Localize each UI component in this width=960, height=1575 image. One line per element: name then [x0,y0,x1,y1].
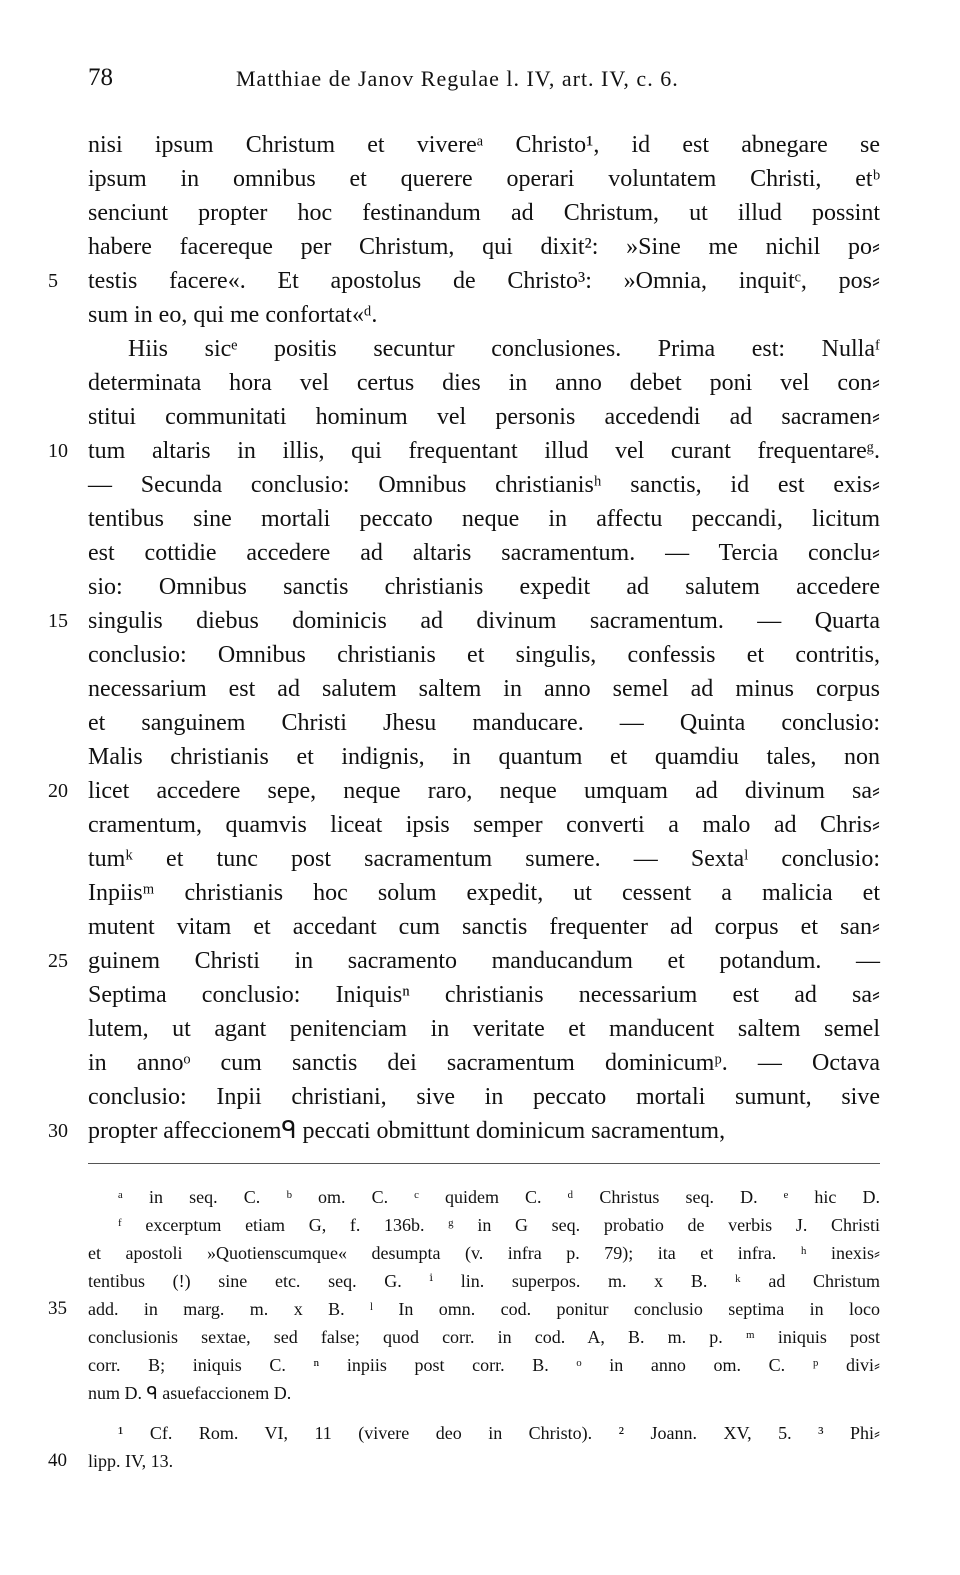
line-text: num D. ᑫ asuefaccionem D. [88,1383,292,1403]
text-line [88,1012,880,1046]
text-line [48,774,880,808]
text-line [88,672,880,706]
text-line [88,536,880,570]
line-text: in annoᵒ cum sanctis dei sacramentum dominicumᵖ. — Octava [88,1050,880,1076]
text-line [88,876,880,910]
line-text: mutent vitam et accedant cum sanctis frequenter ad corpus et san⸗ [88,914,880,940]
line-number: 30 [48,1120,68,1142]
line-text: senciunt propter hoc festinandum ad Christum, ut illud possint [88,200,880,226]
running-head: Matthiae de Janov Regulae l. IV, art. IV, c. 6. [236,66,679,91]
line-number: 25 [48,950,68,972]
footnote-line [88,1267,880,1295]
line-text: propter affeccionemᑫ peccati obmittunt dominicum sacramentum, [88,1118,726,1144]
text-line [88,298,880,332]
line-text: guinem Christi in sacramento manducandum et potandum. — [88,948,880,974]
text-line [48,264,880,298]
line-text: Septima conclusio: Iniquisⁿ christianis necessarium est ad sa⸗ [88,982,880,1008]
text-line [88,502,880,536]
line-text: stitui communitati hominum vel personis accedendi ad sacramen⸗ [88,404,880,430]
line-text: conclusio: Omnibus christianis et singulis, confessis et contritis, [88,642,880,668]
text-line [48,1114,880,1148]
line-text: testis facere«. Et apostolus de Christo³: »Omnia, inquitᶜ, pos⸗ [88,268,880,294]
line-number: 15 [48,610,68,632]
footnote-line [88,1419,880,1447]
line-text: sio: Omnibus sanctis christianis expedit ad salutem accedere [88,574,880,600]
line-text: conclusio: Inpii christiani, sive in peccato mortali sumunt, sive [88,1084,880,1110]
line-number: 5 [48,270,58,292]
text-line [48,604,880,638]
line-text: est cottidie accedere ad altaris sacramentum. — Tercia conclu⸗ [88,540,880,566]
line-text: ¹ Cf. Rom. VI, 11 (vivere deo in Christo). ² Joann. XV, 5. ³ Phi⸗ [118,1423,880,1443]
line-number: 10 [48,440,68,462]
page-number: 78 [88,64,113,91]
footnotes [48,1183,880,1475]
text-line [88,162,880,196]
text-line [48,944,880,978]
line-text: ᵃ in seq. C. ᵇ om. C. ᶜ quidem C. ᵈ Christus seq. D. ᵉ hic D. [118,1187,880,1207]
line-text: nisi ipsum Christum et vivereᵃ Christo¹, id est abnegare se [88,132,880,158]
text-line [88,128,880,162]
text-line [88,638,880,672]
line-text: et sanguinem Christi Jhesu manducare. — Quinta conclusio: [88,710,880,736]
page-header [88,64,880,104]
footnote-line [88,1379,880,1407]
main-text [48,128,880,1148]
line-text: cramentum, quamvis liceat ipsis semper converti a malo ad Chris⸗ [88,812,880,838]
line-text: habere facereque per Christum, qui dixit²: »Sine me nichil po⸗ [88,234,880,260]
line-text: necessarium est ad salutem saltem in anno semel ad minus corpus [88,676,880,702]
line-text: tum altaris in illis, qui frequentant illud vel curant frequentareᵍ. [88,438,880,464]
line-text: sum in eo, qui me confortat«ᵈ. [88,302,378,328]
line-text: corr. B; iniquis C. ⁿ inpiis post corr. B. ᵒ in anno om. C. ᵖ divi⸗ [88,1355,880,1375]
text-line [88,196,880,230]
line-text: lutem, ut agant penitenciam in veritate et manducent saltem semel [88,1016,880,1042]
footnote-line [88,1239,880,1267]
text-line [88,1080,880,1114]
line-text: Malis christianis et indignis, in quantum et quamdiu tales, non [88,744,880,770]
footnote-line [48,1447,880,1475]
text-line [88,468,880,502]
line-text: et apostoli »Quotienscumque« desumpta (v. infra p. 79); ita et infra. ʰ inexis⸗ [88,1243,880,1263]
text-line [88,230,880,264]
line-text: determinata hora vel certus dies in anno debet poni vel con⸗ [88,370,880,396]
footnote-rule [88,1163,880,1164]
line-text: Hiis sicᵉ positis secuntur conclusiones. Prima est: Nullaᶠ [128,336,880,362]
footnote-line [48,1295,880,1323]
line-text: conclusionis sextae, sed false; quod corr. in cod. A, B. m. p. ᵐ iniquis post [88,1327,880,1347]
footnote-line [88,1211,880,1239]
text-line [88,706,880,740]
text-line [88,366,880,400]
text-line [88,808,880,842]
text-line [88,910,880,944]
footnote-line [88,1323,880,1351]
line-number: 20 [48,780,68,802]
line-number: 40 [48,1450,67,1471]
line-text: tentibus (!) sine etc. seq. G. ⁱ lin. superpos. m. x B. ᵏ ad Christum [88,1271,880,1291]
text-line [88,978,880,1012]
line-text: — Secunda conclusio: Omnibus christianisʰ sanctis, id est exis⸗ [88,472,880,498]
line-text: tumᵏ et tunc post sacramentum sumere. — Sextaˡ conclusio: [88,846,880,872]
text-line [88,332,880,366]
critical-apparatus [48,1183,880,1407]
footnote-line [88,1183,880,1211]
line-text: ipsum in omnibus et querere operari voluntatem Christi, etᵇ [88,166,880,192]
line-text: Inpiisᵐ christianis hoc solum expedit, ut cessent a malicia et [88,880,880,906]
text-line [88,570,880,604]
line-text: lipp. IV, 13. [88,1451,174,1471]
text-line [88,842,880,876]
text-line [88,400,880,434]
line-text: licet accedere sepe, neque raro, neque umquam ad divinum sa⸗ [88,778,880,804]
line-text: singulis diebus dominicis ad divinum sacramentum. — Quarta [88,608,880,634]
text-line [88,1046,880,1080]
source-apparatus [48,1419,880,1475]
text-line [88,740,880,774]
line-text: ᶠ excerptum etiam G, f. 136b. ᵍ in G seq. probatio de verbis J. Christi [118,1215,880,1235]
text-line [48,434,880,468]
line-text: add. in marg. m. x B. ˡ In omn. cod. ponitur conclusio septima in loco [88,1299,880,1319]
footnote-line [88,1351,880,1379]
line-number: 35 [48,1298,67,1319]
line-text: tentibus sine mortali peccato neque in affectu peccandi, licitum [88,506,880,532]
